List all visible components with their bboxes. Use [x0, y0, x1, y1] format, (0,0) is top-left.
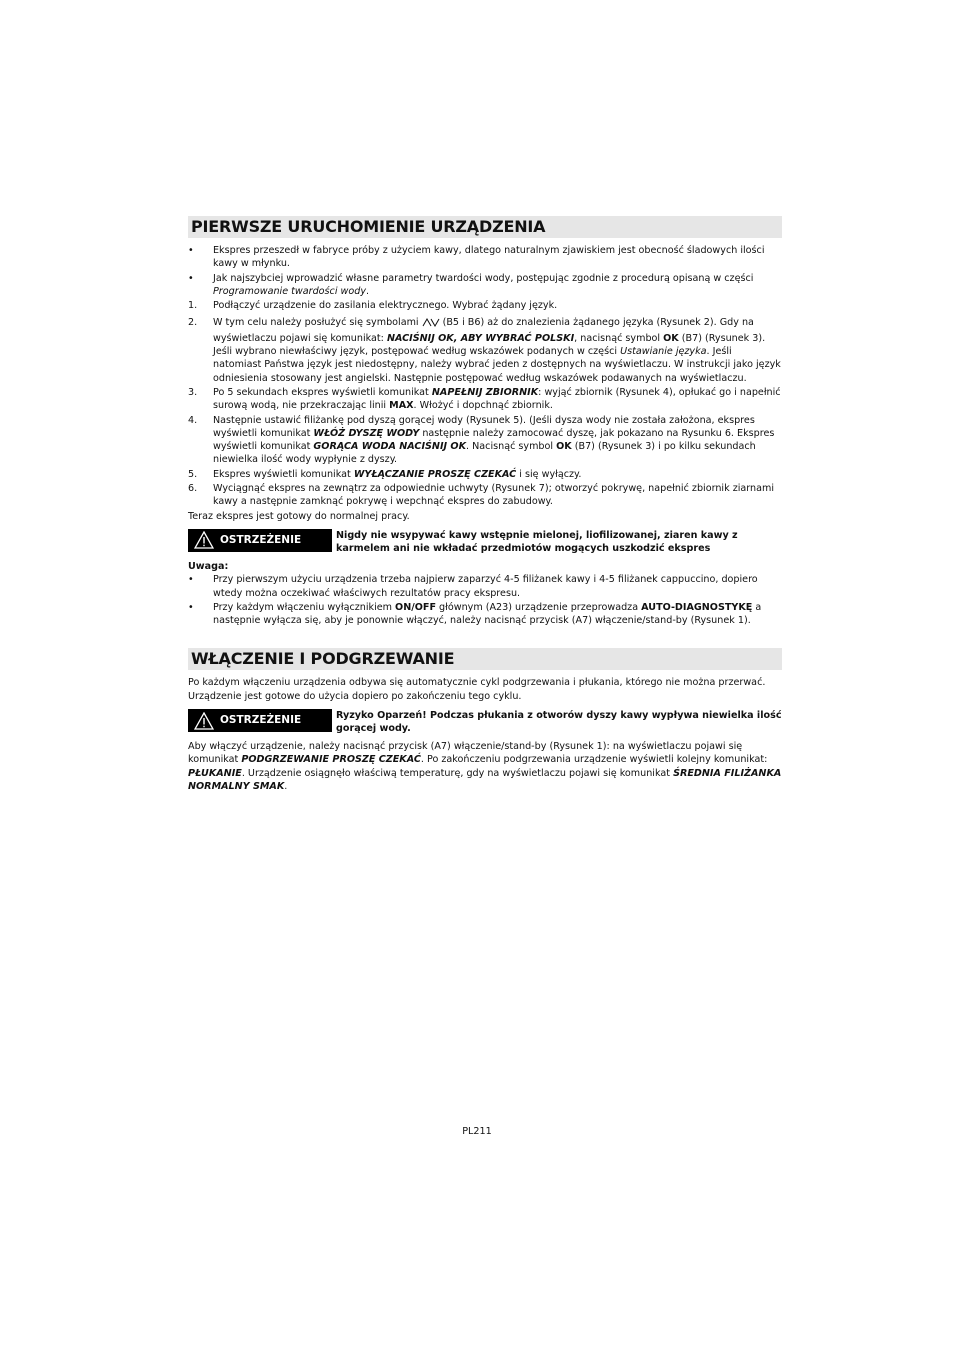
step-number: 5. [188, 468, 198, 480]
step-text: i się wyłączy. [516, 468, 582, 480]
step-text: . Nacisnąć symbol [466, 441, 557, 453]
step-text: . Włożyć i dopchnąć zbiornik. [413, 400, 553, 412]
step-item [188, 386, 782, 413]
note-label-text: Uwaga: [188, 560, 229, 572]
list-item [188, 573, 782, 600]
step-text: (B7) (Rysunek 3). Jeśli wybrano niewłaściwy język, postępować według wskazówek podanych w części [213, 332, 766, 358]
section-title-switch-on: WŁĄCZENIE I PODGRZEWANIE [188, 648, 782, 670]
note-label [188, 560, 782, 573]
display-message: WYŁĄCZANIE PROSZĘ CZEKAĆ [353, 468, 517, 480]
paragraph-text: . [284, 780, 288, 792]
reference-link: Ustawianie języka [620, 346, 707, 358]
list-item [188, 272, 782, 299]
step-number: 6. [188, 483, 198, 495]
step-number: 2. [188, 317, 198, 329]
paragraph [188, 740, 782, 793]
warning-label: OSTRZEŻENIE [220, 713, 302, 726]
display-message: WŁÓŻ DYSZĘ WODY [313, 427, 420, 439]
bullet-marker: • [188, 272, 194, 284]
bullet-text: Ekspres przeszedł w fabryce próby z użyciem kawy, dlatego naturalnym zjawiskiem jest obecność śladowych ilości kawy w młynku. [213, 245, 765, 270]
paragraph-text: . Po zakończeniu podgrzewania urządzenie wyświetli kolejny komunikat: [420, 754, 768, 766]
step-item [188, 482, 782, 509]
display-message: GORĄCA WODA NACIŚNIJ OK [313, 441, 467, 453]
warning-label-box [188, 529, 332, 552]
step-item [188, 316, 782, 384]
step-text: Ekspres wyświetli komunikat [213, 468, 354, 480]
step-text: . Jeśli natomiast Państwa język jest niedostępny, należy wybrać jeden z dostępnych na wyświetlaczu. W instrukcji jako język odniesienia stosowany jest angielski. Następnie postępować według wskazówek podawanych na wyświetlaczu. [213, 346, 781, 384]
warning-block [188, 529, 782, 555]
warning-text: Ryzyko Oparzeń! Podczas płukania z otworów dyszy kawy wypływa niewielka ilość gorącej wody. [336, 710, 782, 735]
step-text: Podłączyć urządzenie do zasilania elektrycznego. Wybrać żądany język. [213, 300, 558, 312]
ok-symbol: OK [663, 332, 679, 344]
note-text: głównym (A23) urządzenie przeprowadza [436, 601, 642, 613]
step-item [188, 299, 782, 312]
bullet-marker: • [188, 574, 194, 586]
step-text: (B5 i B6) aż do znalezienia żądanego języka (Rysunek 2). Gdy na wyświetlaczu pojawi się komunikat: [213, 317, 754, 344]
step-text: następnie należy zamocować dyszę, jak pokazano na Rysunku 6. Ekspres wyświetli komunikat [213, 427, 775, 453]
warning-label: OSTRZEŻENIE [220, 533, 302, 546]
step-text: (B7) (Rysunek 3) i po kilku sekundach niewielka ilość wody wypłynie z dyszy. [213, 441, 756, 466]
note-text: a następnie wyłącza się, aby je ponownie włączyć, należy nacisnąć przycisk (A7) włączenie/stand-by (Rysunek 1). [213, 601, 762, 627]
step-item [188, 414, 782, 467]
step-text: Następnie ustawić filiżankę pod dyszą gorącej wody (Rysunek 5). (Jeśli dysza wody nie została założona, ekspres wyświetli komunikat [213, 414, 755, 439]
page-number: PL211 [462, 1126, 492, 1137]
paragraph-text: . Urządzenie osiągnęło właściwą temperaturę, gdy na wyświetlaczu pojawi się komunikat [241, 767, 674, 779]
list-item [188, 244, 782, 271]
step-text: Po 5 sekundach ekspres wyświetli komunikat [213, 386, 432, 398]
step-text: : wyjąć zbiornik (Rysunek 4), opłukać go i napełnić surową wodą, nie przekraczając linii [213, 386, 781, 412]
reference-link: Programowanie twardości wody [213, 285, 367, 297]
list-item [188, 601, 782, 628]
note-list [188, 573, 782, 627]
warning-triangle-icon [194, 712, 214, 730]
bullet-marker: • [188, 245, 194, 256]
note-text: Przy pierwszym użyciu urządzenia trzeba najpierw zaparzyć 4-5 filiżanek kawy i 4-5 filiżanek cappuccino, dopiero wtedy można oczekiwać właściwych rezultatów pracy ekspresu. [213, 574, 758, 599]
step-text: W tym celu należy posłużyć się symbolami [213, 317, 419, 329]
step-text: , nacisnąć symbol [574, 332, 664, 344]
section-switch-on [188, 648, 782, 793]
up-down-arrows-icon [422, 317, 440, 331]
paragraph: Po każdym włączeniu urządzenia odbywa się automatycznie cykl podgrzewania i płukania, którego nie można przerwać. Urządzenie jest gotowe do użycia dopiero po zakończeniu tego cyklu. [188, 677, 766, 702]
warning-label-box [188, 709, 332, 732]
display-message: NAPEŁNIJ ZBIORNIK [431, 386, 539, 398]
step-number: 4. [188, 414, 198, 426]
section-title-first-startup: PIERWSZE URUCHOMIENIE URZĄDZENIA [188, 216, 782, 238]
step-text: Wyciągnąć ekspres na zewnątrz za odpowiednie uchwyty (Rysunek 7); otworzyć pokrywę, napełnić zbiornik ziarnami kawy a następnie zamknąć pokrywę i wepchnąć ekspres do zabudowy. [213, 483, 775, 508]
max-line: MAX [389, 400, 414, 412]
display-message: PODGRZEWANIE PROSZĘ CZEKAĆ [241, 754, 421, 766]
step-number: 3. [188, 386, 198, 398]
on-off-switch-label: ON/OFF [395, 601, 436, 613]
auto-diagnostics-label: AUTO-DIAGNOSTYKĘ [641, 601, 753, 613]
display-message: NACIŚNIJ OK, ABY WYBRAĆ POLSKI [386, 332, 575, 344]
warning-text: Nigdy nie wsypywać kawy wstępnie mielonej, liofilizowanej, ziaren kawy z karmelem ani nie wkładać przedmiotów mogących uszkodzić ekspres [336, 529, 738, 554]
warning-triangle-icon [194, 531, 214, 549]
bullet-marker: • [188, 601, 194, 613]
bullet-text-end: . [366, 285, 370, 297]
display-message: ŚREDNIA FILIŻANKA NORMALNY SMAK [188, 767, 782, 792]
display-message: PŁUKANIE [188, 767, 242, 779]
note-text: Przy każdym włączeniu wyłącznikiem [213, 601, 396, 613]
ok-symbol: OK [556, 441, 572, 453]
bullet-text: Jak najszybciej wprowadzić własne parametry twardości wody, postępując zgodnie z procedurą opisaną w części [213, 272, 754, 284]
step-number: 1. [188, 300, 198, 312]
page-content [188, 216, 782, 793]
ready-text: Teraz ekspres jest gotowy do normalnej pracy. [188, 510, 410, 522]
intro-list [188, 244, 782, 509]
warning-block [188, 709, 782, 735]
paragraph-text: Aby włączyć urządzenie, należy nacisnąć przycisk (A7) włączenie/stand-by (Rysunek 1): na wyświetlaczu pojawi się komunikat [188, 741, 743, 766]
step-item [188, 468, 782, 481]
